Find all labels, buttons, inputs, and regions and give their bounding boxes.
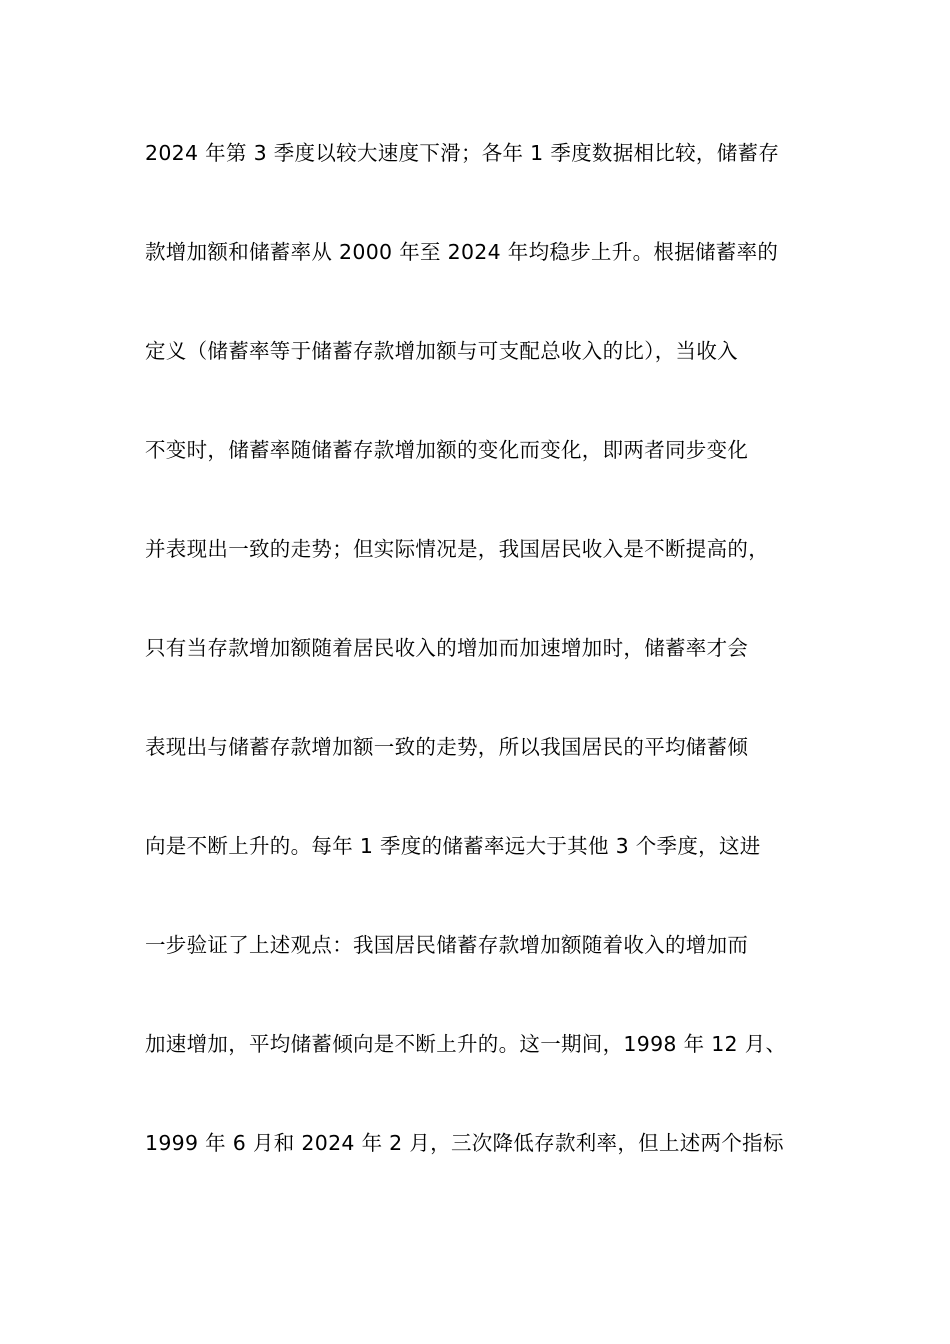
text-line: 向是不断上升的。每年 1 季度的储蓄率远大于其他 3 个季度，这进 xyxy=(145,834,761,858)
text-line: 只有当存款增加额随着居民收入的增加而加速增加时，储蓄率才会 xyxy=(145,636,749,660)
text-line: 表现出与储蓄存款增加额一致的走势，所以我国居民的平均储蓄倾 xyxy=(145,735,749,759)
text-line: 定义（储蓄率等于储蓄存款增加额与可支配总收入的比），当收入 xyxy=(145,339,738,363)
text-line: 并表现出一致的走势；但实际情况是，我国居民收入是不断提高的， xyxy=(145,537,769,561)
text-line: 不变时，储蓄率随储蓄存款增加额的变化而变化，即两者同步变化 xyxy=(145,438,749,462)
text-line: 款增加额和储蓄率从 2000 年至 2024 年均稳步上升。根据储蓄率的 xyxy=(145,240,779,264)
text-line: 2024 年第 3 季度以较大速度下滑；各年 1 季度数据相比较，储蓄存 xyxy=(145,141,780,165)
text-line: 加速增加，平均储蓄倾向是不断上升的。这一期间，1998 年 12 月、 xyxy=(145,1032,787,1056)
text-line: 一步验证了上述观点：我国居民储蓄存款增加额随着收入的增加而 xyxy=(145,933,749,957)
text-line: 1999 年 6 月和 2024 年 2 月，三次降低存款利率，但上述两个指标 xyxy=(145,1131,784,1155)
body-text xyxy=(145,135,825,1224)
